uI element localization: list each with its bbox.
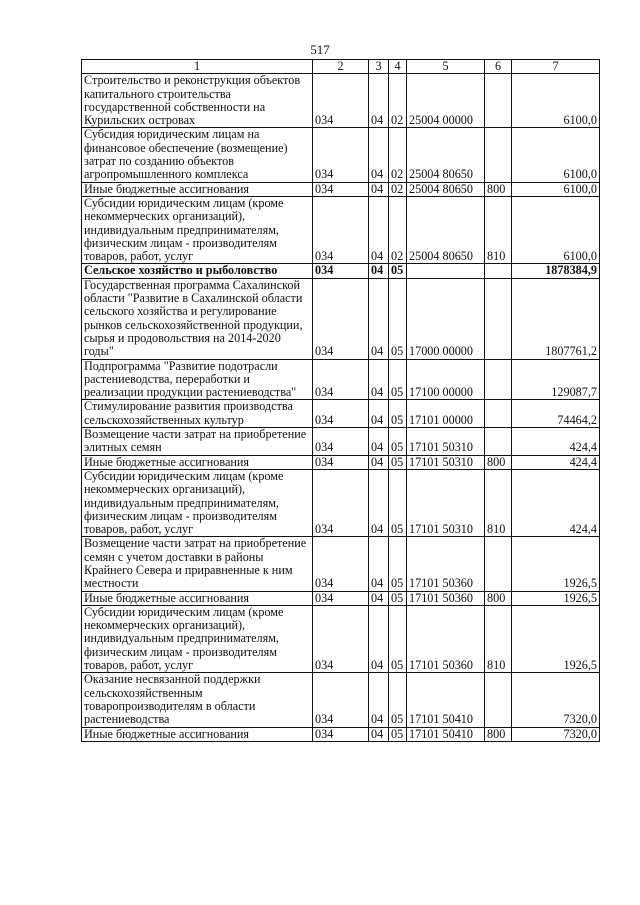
row-article: 17101 50310 xyxy=(407,428,485,456)
row-article: 25004 80650 xyxy=(407,128,485,182)
row-name: Сельское хозяйство и рыболовство xyxy=(82,264,313,278)
row-article: 25004 80650 xyxy=(407,196,485,263)
budget-table-body xyxy=(82,60,600,742)
table-header-row xyxy=(82,60,600,74)
row-amount: 1926,5 xyxy=(512,605,600,672)
row-article: 17101 50410 xyxy=(407,673,485,727)
row-subsection: 05 xyxy=(389,727,407,741)
row-amount: 6100,0 xyxy=(512,182,600,196)
row-subsection: 02 xyxy=(389,128,407,182)
budget-table xyxy=(81,59,600,742)
header-cell: 7 xyxy=(512,60,600,74)
row-amount: 1926,5 xyxy=(512,591,600,605)
row-section: 04 xyxy=(369,455,389,469)
row-amount: 7320,0 xyxy=(512,673,600,727)
row-admin-code: 034 xyxy=(313,591,369,605)
row-subsection: 05 xyxy=(389,469,407,536)
row-article: 17100 00000 xyxy=(407,359,485,400)
row-name: Стимулирование развития производства сельскохозяйственных культур xyxy=(82,400,313,428)
row-name: Субсидии юридическим лицам (кроме некоммерческих организаций), индивидуальным предпринимателям, физическим лицам - производителям товаров, работ, услуг xyxy=(82,605,313,672)
row-section: 04 xyxy=(369,727,389,741)
row-article xyxy=(407,264,485,278)
row-subsection: 05 xyxy=(389,264,407,278)
row-section: 04 xyxy=(369,359,389,400)
row-admin-code: 034 xyxy=(313,605,369,672)
row-expense-type: 810 xyxy=(485,196,512,263)
row-subsection: 05 xyxy=(389,537,407,591)
row-expense-type xyxy=(485,537,512,591)
row-name: Субсидия юридическим лицам на финансовое обеспечение (возмещение) затрат по созданию объектов агропромышленного комплекса xyxy=(82,128,313,182)
row-name: Возмещение части затрат на приобретение семян с учетом доставки в районы Крайнего Севера и приравненные к ним местности xyxy=(82,537,313,591)
row-name: Субсидии юридическим лицам (кроме некоммерческих организаций), индивидуальным предпринимателям, физическим лицам - производителям товаров, работ, услуг xyxy=(82,469,313,536)
row-section: 04 xyxy=(369,264,389,278)
row-article: 17000 00000 xyxy=(407,278,485,359)
row-subsection: 05 xyxy=(389,605,407,672)
row-amount: 7320,0 xyxy=(512,727,600,741)
row-subsection: 02 xyxy=(389,182,407,196)
row-subsection: 05 xyxy=(389,428,407,456)
table-row xyxy=(82,182,600,196)
row-subsection: 05 xyxy=(389,455,407,469)
table-row xyxy=(82,673,600,727)
row-name: Иные бюджетные ассигнования xyxy=(82,727,313,741)
row-subsection: 02 xyxy=(389,196,407,263)
row-section: 04 xyxy=(369,196,389,263)
table-row xyxy=(82,469,600,536)
row-expense-type: 800 xyxy=(485,591,512,605)
table-row xyxy=(82,727,600,741)
row-amount: 74464,2 xyxy=(512,400,600,428)
row-admin-code: 034 xyxy=(313,182,369,196)
row-article: 17101 00000 xyxy=(407,400,485,428)
page-number: 517 xyxy=(310,42,330,57)
row-expense-type xyxy=(485,673,512,727)
header-cell: 2 xyxy=(313,60,369,74)
row-section: 04 xyxy=(369,428,389,456)
row-admin-code: 034 xyxy=(313,455,369,469)
table-row xyxy=(82,537,600,591)
row-admin-code: 034 xyxy=(313,537,369,591)
row-amount: 6100,0 xyxy=(512,128,600,182)
row-subsection: 05 xyxy=(389,591,407,605)
row-admin-code: 034 xyxy=(313,400,369,428)
header-cell: 1 xyxy=(82,60,313,74)
table-row xyxy=(82,128,600,182)
row-article: 25004 80650 xyxy=(407,182,485,196)
row-section: 04 xyxy=(369,128,389,182)
row-amount: 424,4 xyxy=(512,469,600,536)
row-admin-code: 034 xyxy=(313,428,369,456)
table-row xyxy=(82,278,600,359)
row-name: Государственная программа Сахалинской области "Развитие в Сахалинской области сельского хозяйства и регулирование рынков сельскохозяйственной продукции, сырья и продовольствия на 2014-2020 годы" xyxy=(82,278,313,359)
row-section: 04 xyxy=(369,278,389,359)
table-row xyxy=(82,264,600,278)
table-row xyxy=(82,455,600,469)
row-subsection: 05 xyxy=(389,359,407,400)
row-name: Субсидии юридическим лицам (кроме некоммерческих организаций), индивидуальным предпринимателям, физическим лицам - производителям товаров, работ, услуг xyxy=(82,196,313,263)
header-cell: 4 xyxy=(389,60,407,74)
row-subsection: 02 xyxy=(389,74,407,128)
header-cell: 5 xyxy=(407,60,485,74)
row-name: Строительство и реконструкция объектов капитального строительства государственной собственности на Курильских островах xyxy=(82,74,313,128)
row-expense-type: 810 xyxy=(485,605,512,672)
row-name: Подпрограмма "Развитие подотрасли растениеводства, переработки и реализации продукции растениеводства" xyxy=(82,359,313,400)
row-amount: 1878384,9 xyxy=(512,264,600,278)
row-admin-code: 034 xyxy=(313,278,369,359)
row-amount: 6100,0 xyxy=(512,74,600,128)
row-admin-code: 034 xyxy=(313,196,369,263)
row-subsection: 05 xyxy=(389,400,407,428)
row-name: Возмещение части затрат на приобретение элитных семян xyxy=(82,428,313,456)
row-admin-code: 034 xyxy=(313,264,369,278)
header-cell: 3 xyxy=(369,60,389,74)
row-article: 17101 50310 xyxy=(407,469,485,536)
table-row xyxy=(82,359,600,400)
row-article: 17101 50360 xyxy=(407,537,485,591)
table-row xyxy=(82,591,600,605)
row-admin-code: 034 xyxy=(313,469,369,536)
row-expense-type xyxy=(485,74,512,128)
row-admin-code: 034 xyxy=(313,673,369,727)
row-name: Иные бюджетные ассигнования xyxy=(82,182,313,196)
row-admin-code: 034 xyxy=(313,74,369,128)
row-admin-code: 034 xyxy=(313,128,369,182)
row-name: Иные бюджетные ассигнования xyxy=(82,455,313,469)
row-expense-type: 800 xyxy=(485,182,512,196)
row-section: 04 xyxy=(369,591,389,605)
row-amount: 1807761,2 xyxy=(512,278,600,359)
table-row xyxy=(82,196,600,263)
row-article: 17101 50360 xyxy=(407,591,485,605)
row-name: Оказание несвязанной поддержки сельскохозяйственным товаропроизводителям в области растениеводства xyxy=(82,673,313,727)
row-expense-type: 800 xyxy=(485,727,512,741)
row-expense-type xyxy=(485,278,512,359)
table-row xyxy=(82,605,600,672)
row-section: 04 xyxy=(369,605,389,672)
row-expense-type xyxy=(485,264,512,278)
row-article: 17101 50410 xyxy=(407,727,485,741)
row-amount: 424,4 xyxy=(512,455,600,469)
row-article: 17101 50310 xyxy=(407,455,485,469)
row-subsection: 05 xyxy=(389,673,407,727)
header-cell: 6 xyxy=(485,60,512,74)
row-admin-code: 034 xyxy=(313,359,369,400)
row-subsection: 05 xyxy=(389,278,407,359)
table-row xyxy=(82,74,600,128)
row-section: 04 xyxy=(369,673,389,727)
row-amount: 424,4 xyxy=(512,428,600,456)
row-article: 17101 50360 xyxy=(407,605,485,672)
row-expense-type xyxy=(485,128,512,182)
row-expense-type xyxy=(485,400,512,428)
row-section: 04 xyxy=(369,469,389,536)
row-amount: 129087,7 xyxy=(512,359,600,400)
row-expense-type: 800 xyxy=(485,455,512,469)
row-expense-type xyxy=(485,359,512,400)
row-section: 04 xyxy=(369,400,389,428)
row-name: Иные бюджетные ассигнования xyxy=(82,591,313,605)
table-row xyxy=(82,400,600,428)
row-admin-code: 034 xyxy=(313,727,369,741)
row-section: 04 xyxy=(369,537,389,591)
row-amount: 6100,0 xyxy=(512,196,600,263)
row-section: 04 xyxy=(369,74,389,128)
table-row xyxy=(82,428,600,456)
row-amount: 1926,5 xyxy=(512,537,600,591)
row-expense-type xyxy=(485,428,512,456)
row-expense-type: 810 xyxy=(485,469,512,536)
row-article: 25004 00000 xyxy=(407,74,485,128)
row-section: 04 xyxy=(369,182,389,196)
